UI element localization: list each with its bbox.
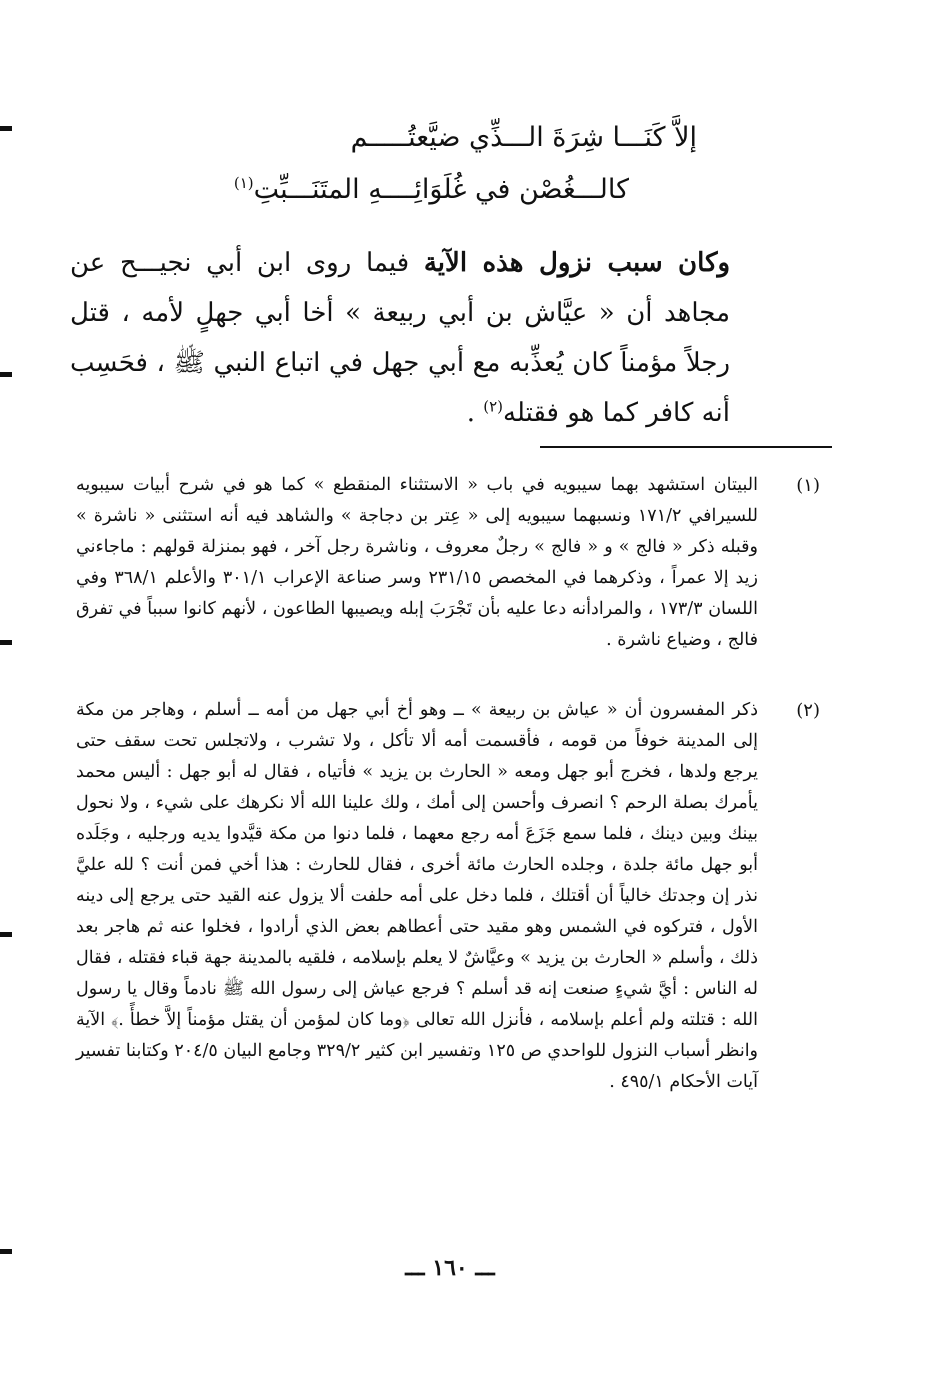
main-paragraph-body: فيما روى ابن أبي نجيـــح عن مجاهد أن « عيَّاش بن أبي ربيعة » أخا أبي جهلٍ لأمه ، قتل رجلاً مؤمناً كان يُعذِّبه مع أبي جهل في اتباع النبي ﷺ ، فحَسِب أنه كافر كما هو فقتله xyxy=(70,248,730,428)
verse-line-2-text: كالـــغُصْن في غُلَوَائِــــهِ المتَنَـــبِّتِ xyxy=(253,174,629,205)
main-paragraph-ending: . xyxy=(466,398,484,428)
page-number: ـــ ١٦٠ ـــ xyxy=(405,1255,495,1281)
footnote-2-number: (٢) xyxy=(796,700,820,721)
footnote-1-text: البيتان استشهد بهما سيبويه في باب « الاستثناء المنقطع » كما هو في شرح أبيات سيبويه للسيرافي ١٧١/٢ ونسبهما سيبويه إلى « عِتر بن دجاجة » والشاهد فيه أنه استثنى « ناشرة » وقبله ذكر « فالج » و « فالج » رجلٌ معروف ، وناشرة رجل آخر ، فهو بمنزلة قولهم : ماجاءني زيد إلا عمراً ، وذكرهما في المخصص ٢٣١/١٥ وسر صناعة الإعراب ٣٠١/١ والأعلم ٣٦٨/١ وفي اللسان ١٧٣/٣ ، والمرادأنه دعا عليه بأن تَجْرَبَ إبله ويصيبها الطاعون ، لأنهم كانوا سبباً في تفرق فالج ، وضياع ناشرة . xyxy=(76,475,758,650)
main-paragraph xyxy=(70,238,730,438)
footnote-2 xyxy=(76,695,820,1098)
footnote-1-number: (١) xyxy=(796,475,820,496)
margin-mark xyxy=(0,640,12,645)
verse-line-1 xyxy=(351,122,697,153)
footnote-ref-1: (١) xyxy=(233,174,254,192)
margin-mark xyxy=(0,372,12,377)
margin-mark xyxy=(0,932,12,937)
footnote-2-text: ذكر المفسرون أن « عياش بن ربيعة » ــ وهو أخ أبي جهل من أمه ــ أسلم ، وهاجر من مكة إلى المدينة خوفاً من قومه ، فأقسمت أمه ألا تأكل ، ولا تشرب ، ولاتجلس تحت سقف حتى يرجع ولدها ، فخرج أبو جهل ومعه « الحارث بن يزيد » فأتياه ، فقال له أبو جهل : أليس محمد يأمرك بصلة الرحم ؟ انصرف وأحسن إلى أمك ، ولك علينا الله ألا نكرهك على شيء ، ولا نحول بينك وبين دينك ، فلما سمع جَزَعَ أمه رجع معهما ، فلما دنوا من مكة قيَّدوا يديه ورجليه ، وجَلَده أبو جهل مائة جلدة ، وجلده الحارث مائة أخرى ، فقال للحارث : هذا أخي فمن أنت ؟ لله عليَّ نذر إن وجدتك خالياً أن أقتلك ، فلما دخل على أمه حلفت ألا يزول عنه القيد حتى يرجع إلى دينه الأول ، فتركوه في الشمس وهو مقيد حتى أعطاهم بعض الذي أرادوا ، فخلوا عنه ثم هاجر بعد ذلك ، وأسلم « الحارث بن يزيد » وعيَّاشٌ لا يعلم بإسلامه ، فلقيه بالمدينة جهة قباء فقتله ، فقال له الناس : أيَّ شيءٍ صنعت إنه قد أسلم ؟ فرجع عياش إلى رسول الله ﷺ نادماً وقال يا رسول الله : قتلته ولم أعلم بإسلامه ، فأنزل الله تعالى ﴿وما كان لمؤمن أن يقتل مؤمناً إلاَّ خطأً .﴾ الآية وانظر أسباب النزول للواحدي ص ١٢٥ وتفسير ابن كثير ٣٢٩/٢ وجامع البيان ٢٠٤/٥ وكتابنا تفسير آيات الأحكام ٤٩٥/١ . xyxy=(76,700,759,1092)
footnote-separator xyxy=(540,446,832,448)
footnote-1 xyxy=(76,470,820,656)
margin-mark xyxy=(0,126,12,131)
margin-mark xyxy=(0,1249,12,1254)
main-paragraph-bold-intro: وكان سبب نزول هذه الآية xyxy=(423,248,731,278)
verse-line-1-text: إلاَّ كَنَـــا شِرَةَ الـــذِّي ضيَّعتُـــــم xyxy=(350,122,697,153)
verse-line-2 xyxy=(234,174,629,205)
footnote-ref-2: (٢) xyxy=(483,397,504,416)
